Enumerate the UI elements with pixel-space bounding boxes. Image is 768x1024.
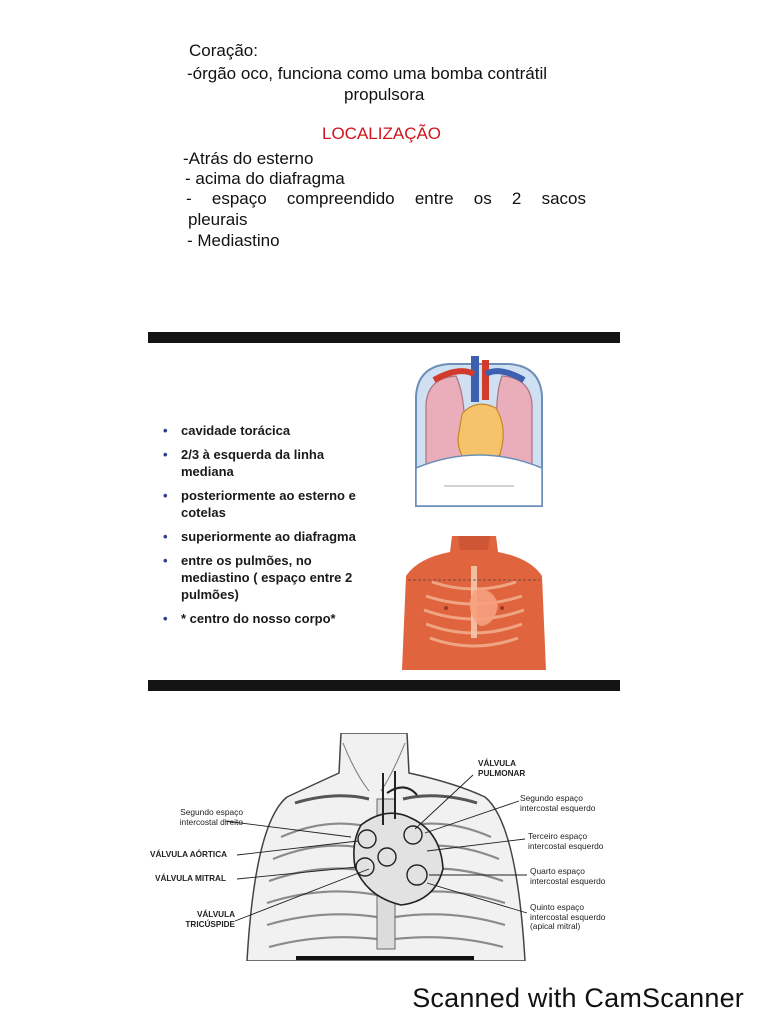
bullet-text: superiormente ao diafragma [181,529,356,544]
notes-definition-line1: -órgão oco, funciona como uma bomba contrátil [187,64,548,83]
notes-item: -Atrás do esterno [183,149,314,168]
label-valvula-tricuspide: VÁLVULA TRICÚSPIDE [185,910,235,929]
bullet-dot-icon: • [163,447,168,462]
label-quinto-espaco: Quinto espaço intercostal esquerdo (apical mitral) [530,902,606,931]
notes-definition-line2: propulsora [344,85,425,104]
bullet-dot-icon: • [163,423,168,438]
bullet-text: * centro do nosso corpo* [181,611,336,626]
label-quarto-espaco: Quarto espaço intercostal esquerdo [530,866,606,886]
word: entre [414,189,454,208]
label-valvula-mitral: VÁLVULA MITRAL [155,874,226,883]
word: compreendido [286,189,395,208]
word: - [186,189,192,208]
thorax-section-illustration [404,346,554,510]
word: 2 [511,189,522,208]
bullet-text: 2/3 à esquerda da linha mediana [181,447,325,479]
slide-bottom-bar [148,680,620,691]
diagram-bottom-rule [296,956,474,960]
bullet-text: posteriormente ao esterno e cotelas [181,488,356,520]
bullet-text: entre os pulmões, no mediastino ( espaço entre 2 pulmões) [181,553,353,602]
bullet-dot-icon: • [163,488,168,503]
word: os [473,189,492,208]
label-segundo-espaco-direito: Segundo espaço intercostal direito [179,807,243,827]
bullet-text: cavidade torácica [181,423,291,438]
notes-item: - Mediastino [187,231,280,250]
list-item [160,552,375,603]
word: sacos [541,189,586,208]
list-item [160,528,375,545]
label-segundo-espaco-esquerdo: Segundo espaço intercostal esquerdo [520,793,596,813]
camscanner-watermark: Scanned with CamScanner [412,983,744,1013]
notes-heading: Coração: [189,41,258,60]
slide-top-bar [148,332,620,343]
list-item [160,446,375,480]
notes-item: - acima do diafragma [185,169,345,188]
label-valvula-pulmonar: VÁLVULA PULMONAR [478,759,526,778]
torso-illustration [402,536,546,670]
label-terceiro-espaco: Terceiro espaço intercostal esquerdo [528,831,604,851]
list-item [160,610,375,627]
label-valvula-aortica: VÁLVULA AÓRTICA [150,850,228,859]
notes-item-justified [186,188,586,209]
section-title: LOCALIZAÇÃO [322,124,442,143]
bullet-dot-icon: • [163,553,168,568]
bullet-dot-icon: • [163,611,168,626]
bullet-dot-icon: • [163,529,168,544]
slide-bullet-list [160,422,375,634]
list-item [160,487,375,521]
list-item [160,422,375,439]
word: espaço [211,189,267,208]
notes-item-continuation: pleurais [188,210,248,229]
